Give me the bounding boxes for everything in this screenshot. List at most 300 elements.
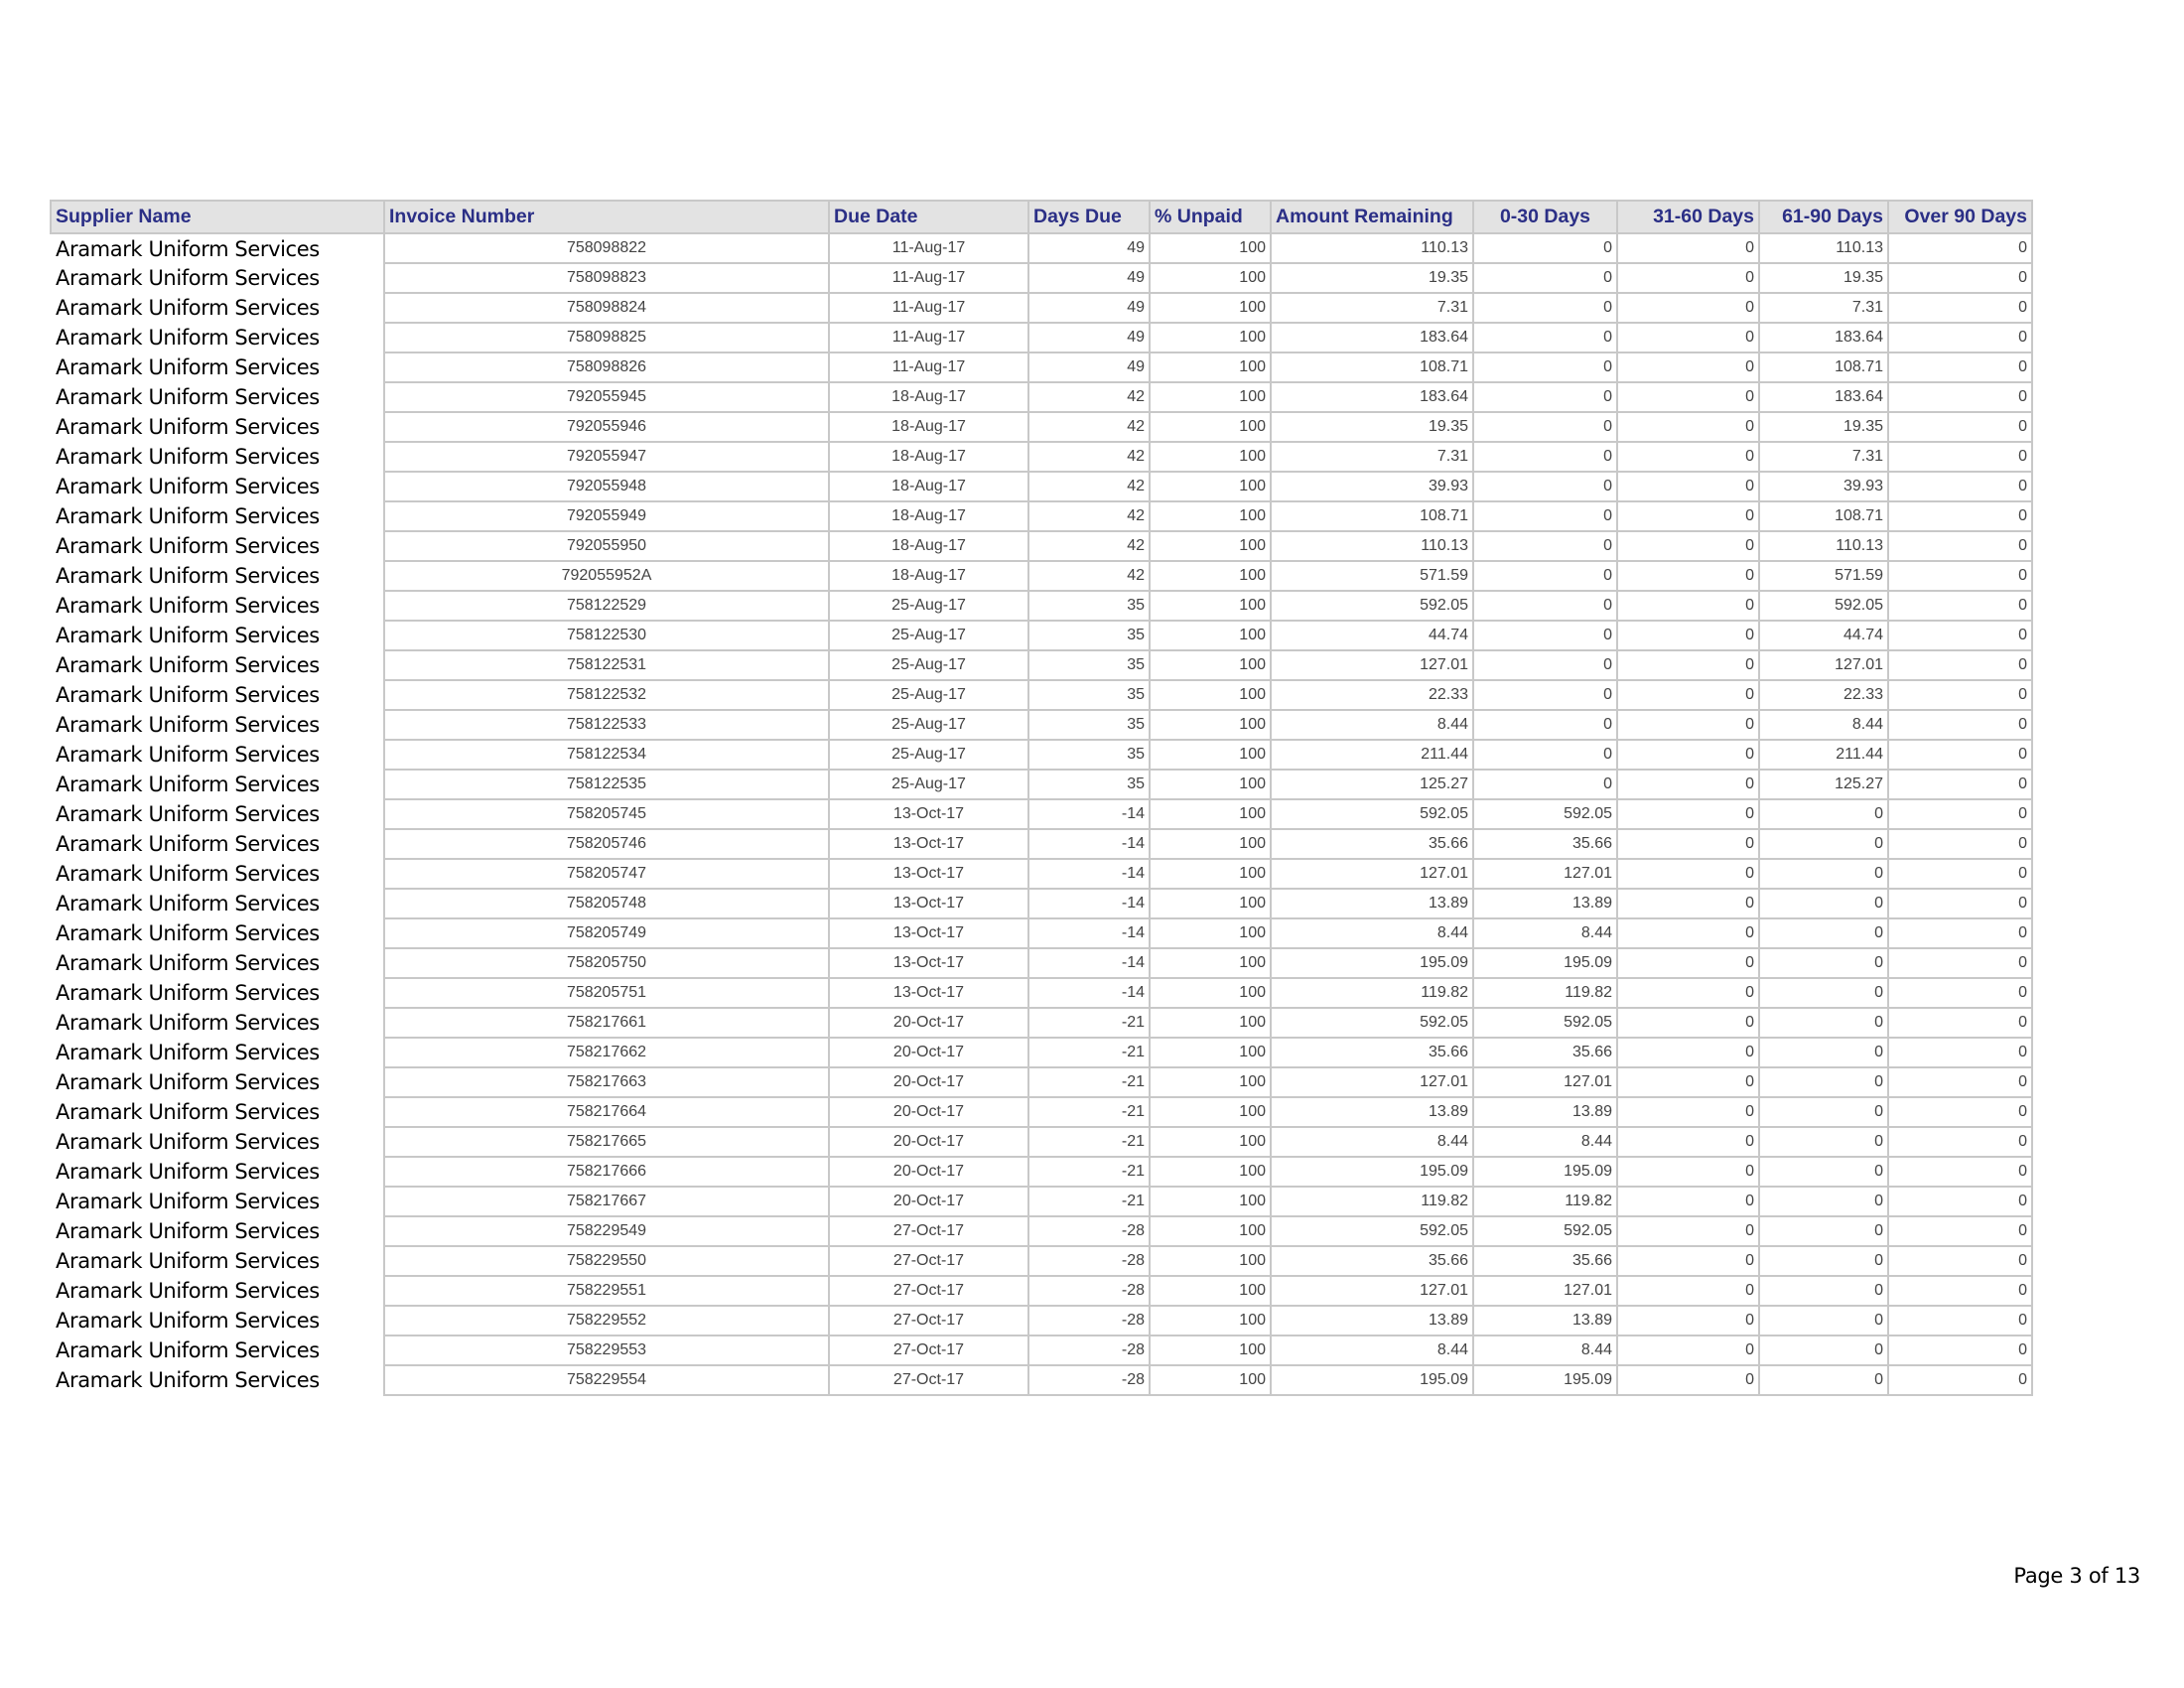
percent-unpaid-cell: 100 — [1150, 1306, 1271, 1336]
days-due-cell: 35 — [1028, 770, 1150, 799]
table-row — [51, 293, 2032, 323]
due-date-cell: 13-Oct-17 — [829, 859, 1028, 889]
due-date-cell: 18-Aug-17 — [829, 382, 1028, 412]
amount-remaining-cell: 592.05 — [1271, 1216, 1473, 1246]
days-due-cell: -28 — [1028, 1276, 1150, 1306]
supplier-name-cell: Aramark Uniform Services — [51, 591, 384, 621]
days-0-30-cell: 0 — [1473, 412, 1617, 442]
days-61-90-cell: 19.35 — [1759, 263, 1888, 293]
invoice-number-cell: 758122535 — [384, 770, 829, 799]
percent-unpaid-cell: 100 — [1150, 1008, 1271, 1038]
supplier-name-cell: Aramark Uniform Services — [51, 680, 384, 710]
amount-remaining-cell: 195.09 — [1271, 948, 1473, 978]
header-amount-remaining: Amount Remaining — [1271, 201, 1473, 233]
table-row — [51, 770, 2032, 799]
days-61-90-cell: 0 — [1759, 1157, 1888, 1187]
invoice-number-cell: 758098824 — [384, 293, 829, 323]
supplier-name-cell: Aramark Uniform Services — [51, 531, 384, 561]
days-61-90-cell: 0 — [1759, 1038, 1888, 1067]
due-date-cell: 25-Aug-17 — [829, 680, 1028, 710]
supplier-name-cell: Aramark Uniform Services — [51, 1127, 384, 1157]
percent-unpaid-cell: 100 — [1150, 233, 1271, 263]
days-0-30-cell: 0 — [1473, 382, 1617, 412]
days-31-60-cell: 0 — [1617, 1246, 1759, 1276]
invoice-number-cell: 792055946 — [384, 412, 829, 442]
amount-remaining-cell: 39.93 — [1271, 472, 1473, 501]
amount-remaining-cell: 183.64 — [1271, 382, 1473, 412]
supplier-name-cell: Aramark Uniform Services — [51, 382, 384, 412]
days-31-60-cell: 0 — [1617, 412, 1759, 442]
days-31-60-cell: 0 — [1617, 352, 1759, 382]
due-date-cell: 18-Aug-17 — [829, 472, 1028, 501]
days-due-cell: 35 — [1028, 621, 1150, 650]
days-over-90-cell: 0 — [1888, 1336, 2032, 1365]
percent-unpaid-cell: 100 — [1150, 1097, 1271, 1127]
days-over-90-cell: 0 — [1888, 948, 2032, 978]
header-percent-unpaid: % Unpaid — [1150, 201, 1271, 233]
days-0-30-cell: 127.01 — [1473, 1276, 1617, 1306]
days-over-90-cell: 0 — [1888, 1008, 2032, 1038]
days-31-60-cell: 0 — [1617, 1097, 1759, 1127]
percent-unpaid-cell: 100 — [1150, 859, 1271, 889]
percent-unpaid-cell: 100 — [1150, 948, 1271, 978]
days-over-90-cell: 0 — [1888, 740, 2032, 770]
days-61-90-cell: 0 — [1759, 1276, 1888, 1306]
table-row — [51, 948, 2032, 978]
supplier-name-cell: Aramark Uniform Services — [51, 1187, 384, 1216]
invoice-number-cell: 758229552 — [384, 1306, 829, 1336]
days-31-60-cell: 0 — [1617, 1276, 1759, 1306]
invoice-number-cell: 758229554 — [384, 1365, 829, 1395]
days-over-90-cell: 0 — [1888, 1276, 2032, 1306]
days-0-30-cell: 0 — [1473, 561, 1617, 591]
percent-unpaid-cell: 100 — [1150, 621, 1271, 650]
header-due-date: Due Date — [829, 201, 1028, 233]
days-0-30-cell: 13.89 — [1473, 1306, 1617, 1336]
percent-unpaid-cell: 100 — [1150, 829, 1271, 859]
amount-remaining-cell: 183.64 — [1271, 323, 1473, 352]
days-0-30-cell: 35.66 — [1473, 1038, 1617, 1067]
days-due-cell: -21 — [1028, 1157, 1150, 1187]
days-61-90-cell: 0 — [1759, 1246, 1888, 1276]
amount-remaining-cell: 592.05 — [1271, 591, 1473, 621]
days-over-90-cell: 0 — [1888, 442, 2032, 472]
days-31-60-cell: 0 — [1617, 501, 1759, 531]
days-31-60-cell: 0 — [1617, 740, 1759, 770]
supplier-name-cell: Aramark Uniform Services — [51, 978, 384, 1008]
table-row — [51, 1246, 2032, 1276]
days-31-60-cell: 0 — [1617, 1157, 1759, 1187]
days-due-cell: -14 — [1028, 948, 1150, 978]
percent-unpaid-cell: 100 — [1150, 1157, 1271, 1187]
percent-unpaid-cell: 100 — [1150, 710, 1271, 740]
invoice-number-cell: 758229549 — [384, 1216, 829, 1246]
invoice-number-cell: 758217661 — [384, 1008, 829, 1038]
table-row — [51, 1365, 2032, 1395]
days-over-90-cell: 0 — [1888, 680, 2032, 710]
amount-remaining-cell: 125.27 — [1271, 770, 1473, 799]
invoice-number-cell: 758098823 — [384, 263, 829, 293]
supplier-name-cell: Aramark Uniform Services — [51, 829, 384, 859]
days-31-60-cell: 0 — [1617, 323, 1759, 352]
header-over-90-days: Over 90 Days — [1888, 201, 2032, 233]
due-date-cell: 20-Oct-17 — [829, 1097, 1028, 1127]
table-row — [51, 1127, 2032, 1157]
days-0-30-cell: 8.44 — [1473, 918, 1617, 948]
days-0-30-cell: 592.05 — [1473, 1008, 1617, 1038]
supplier-name-cell: Aramark Uniform Services — [51, 650, 384, 680]
days-0-30-cell: 195.09 — [1473, 1157, 1617, 1187]
supplier-name-cell: Aramark Uniform Services — [51, 1276, 384, 1306]
days-0-30-cell: 592.05 — [1473, 1216, 1617, 1246]
percent-unpaid-cell: 100 — [1150, 591, 1271, 621]
days-due-cell: 42 — [1028, 561, 1150, 591]
invoice-number-cell: 758122529 — [384, 591, 829, 621]
invoice-number-cell: 758205751 — [384, 978, 829, 1008]
amount-remaining-cell: 19.35 — [1271, 263, 1473, 293]
supplier-name-cell: Aramark Uniform Services — [51, 1157, 384, 1187]
table-row — [51, 1008, 2032, 1038]
amount-remaining-cell: 8.44 — [1271, 918, 1473, 948]
days-due-cell: -21 — [1028, 1097, 1150, 1127]
days-61-90-cell: 7.31 — [1759, 293, 1888, 323]
table-row — [51, 650, 2032, 680]
amount-remaining-cell: 13.89 — [1271, 1306, 1473, 1336]
days-61-90-cell: 0 — [1759, 1306, 1888, 1336]
days-0-30-cell: 119.82 — [1473, 978, 1617, 1008]
table-row — [51, 1157, 2032, 1187]
supplier-name-cell: Aramark Uniform Services — [51, 1097, 384, 1127]
invoice-number-cell: 758098826 — [384, 352, 829, 382]
invoice-number-cell: 758205749 — [384, 918, 829, 948]
days-due-cell: -14 — [1028, 829, 1150, 859]
days-61-90-cell: 110.13 — [1759, 531, 1888, 561]
days-over-90-cell: 0 — [1888, 1187, 2032, 1216]
table-row — [51, 472, 2032, 501]
percent-unpaid-cell: 100 — [1150, 1067, 1271, 1097]
days-over-90-cell: 0 — [1888, 1216, 2032, 1246]
days-61-90-cell: 183.64 — [1759, 323, 1888, 352]
amount-remaining-cell: 8.44 — [1271, 1336, 1473, 1365]
amount-remaining-cell: 119.82 — [1271, 978, 1473, 1008]
days-over-90-cell: 0 — [1888, 323, 2032, 352]
days-61-90-cell: 108.71 — [1759, 352, 1888, 382]
amount-remaining-cell: 108.71 — [1271, 352, 1473, 382]
table-row — [51, 263, 2032, 293]
days-31-60-cell: 0 — [1617, 621, 1759, 650]
percent-unpaid-cell: 100 — [1150, 263, 1271, 293]
due-date-cell: 13-Oct-17 — [829, 948, 1028, 978]
amount-remaining-cell: 35.66 — [1271, 1246, 1473, 1276]
days-61-90-cell: 0 — [1759, 1187, 1888, 1216]
days-over-90-cell: 0 — [1888, 1365, 2032, 1395]
due-date-cell: 11-Aug-17 — [829, 352, 1028, 382]
days-due-cell: -28 — [1028, 1306, 1150, 1336]
invoice-number-cell: 758217666 — [384, 1157, 829, 1187]
days-due-cell: -14 — [1028, 859, 1150, 889]
invoice-number-cell: 758229550 — [384, 1246, 829, 1276]
supplier-name-cell: Aramark Uniform Services — [51, 1067, 384, 1097]
days-0-30-cell: 0 — [1473, 650, 1617, 680]
amount-remaining-cell: 571.59 — [1271, 561, 1473, 591]
days-over-90-cell: 0 — [1888, 710, 2032, 740]
amount-remaining-cell: 592.05 — [1271, 799, 1473, 829]
due-date-cell: 11-Aug-17 — [829, 233, 1028, 263]
days-31-60-cell: 0 — [1617, 770, 1759, 799]
table-body — [51, 233, 2032, 1395]
due-date-cell: 27-Oct-17 — [829, 1246, 1028, 1276]
amount-remaining-cell: 127.01 — [1271, 859, 1473, 889]
page-number: Page 3 of 13 — [2013, 1564, 2140, 1588]
days-61-90-cell: 0 — [1759, 1336, 1888, 1365]
days-61-90-cell: 110.13 — [1759, 233, 1888, 263]
days-31-60-cell: 0 — [1617, 442, 1759, 472]
percent-unpaid-cell: 100 — [1150, 1187, 1271, 1216]
due-date-cell: 27-Oct-17 — [829, 1365, 1028, 1395]
table-row — [51, 889, 2032, 918]
invoice-number-cell: 758205748 — [384, 889, 829, 918]
supplier-name-cell: Aramark Uniform Services — [51, 412, 384, 442]
percent-unpaid-cell: 100 — [1150, 472, 1271, 501]
table-row — [51, 442, 2032, 472]
due-date-cell: 11-Aug-17 — [829, 293, 1028, 323]
days-61-90-cell: 0 — [1759, 1216, 1888, 1246]
days-0-30-cell: 0 — [1473, 501, 1617, 531]
due-date-cell: 20-Oct-17 — [829, 1127, 1028, 1157]
days-31-60-cell: 0 — [1617, 233, 1759, 263]
due-date-cell: 27-Oct-17 — [829, 1306, 1028, 1336]
percent-unpaid-cell: 100 — [1150, 889, 1271, 918]
invoice-number-cell: 758217667 — [384, 1187, 829, 1216]
table-row — [51, 1067, 2032, 1097]
due-date-cell: 18-Aug-17 — [829, 501, 1028, 531]
days-over-90-cell: 0 — [1888, 263, 2032, 293]
invoice-number-cell: 758098825 — [384, 323, 829, 352]
days-0-30-cell: 119.82 — [1473, 1187, 1617, 1216]
days-over-90-cell: 0 — [1888, 918, 2032, 948]
percent-unpaid-cell: 100 — [1150, 1336, 1271, 1365]
amount-remaining-cell: 8.44 — [1271, 710, 1473, 740]
days-61-90-cell: 0 — [1759, 1365, 1888, 1395]
days-over-90-cell: 0 — [1888, 1246, 2032, 1276]
days-over-90-cell: 0 — [1888, 233, 2032, 263]
header-61-90-days: 61-90 Days — [1759, 201, 1888, 233]
invoice-number-cell: 758122534 — [384, 740, 829, 770]
supplier-name-cell: Aramark Uniform Services — [51, 263, 384, 293]
days-61-90-cell: 44.74 — [1759, 621, 1888, 650]
percent-unpaid-cell: 100 — [1150, 382, 1271, 412]
percent-unpaid-cell: 100 — [1150, 770, 1271, 799]
supplier-name-cell: Aramark Uniform Services — [51, 1246, 384, 1276]
table-row — [51, 323, 2032, 352]
days-due-cell: -21 — [1028, 1008, 1150, 1038]
days-0-30-cell: 0 — [1473, 710, 1617, 740]
days-61-90-cell: 0 — [1759, 859, 1888, 889]
days-over-90-cell: 0 — [1888, 978, 2032, 1008]
amount-remaining-cell: 195.09 — [1271, 1365, 1473, 1395]
invoice-number-cell: 758122530 — [384, 621, 829, 650]
due-date-cell: 25-Aug-17 — [829, 621, 1028, 650]
percent-unpaid-cell: 100 — [1150, 1216, 1271, 1246]
supplier-name-cell: Aramark Uniform Services — [51, 233, 384, 263]
header-invoice-number: Invoice Number — [384, 201, 829, 233]
amount-remaining-cell: 119.82 — [1271, 1187, 1473, 1216]
days-due-cell: -28 — [1028, 1365, 1150, 1395]
due-date-cell: 27-Oct-17 — [829, 1216, 1028, 1246]
days-due-cell: 42 — [1028, 382, 1150, 412]
percent-unpaid-cell: 100 — [1150, 293, 1271, 323]
days-0-30-cell: 8.44 — [1473, 1127, 1617, 1157]
supplier-name-cell: Aramark Uniform Services — [51, 442, 384, 472]
days-31-60-cell: 0 — [1617, 859, 1759, 889]
days-0-30-cell: 127.01 — [1473, 859, 1617, 889]
amount-remaining-cell: 13.89 — [1271, 889, 1473, 918]
days-over-90-cell: 0 — [1888, 1038, 2032, 1067]
days-61-90-cell: 39.93 — [1759, 472, 1888, 501]
days-31-60-cell: 0 — [1617, 948, 1759, 978]
supplier-name-cell: Aramark Uniform Services — [51, 621, 384, 650]
days-0-30-cell: 0 — [1473, 293, 1617, 323]
table-row — [51, 799, 2032, 829]
amount-remaining-cell: 195.09 — [1271, 1157, 1473, 1187]
days-0-30-cell: 0 — [1473, 263, 1617, 293]
amount-remaining-cell: 108.71 — [1271, 501, 1473, 531]
table-header-row — [51, 201, 2032, 233]
days-due-cell: 42 — [1028, 472, 1150, 501]
days-61-90-cell: 22.33 — [1759, 680, 1888, 710]
days-61-90-cell: 0 — [1759, 1097, 1888, 1127]
table-row — [51, 1216, 2032, 1246]
days-61-90-cell: 183.64 — [1759, 382, 1888, 412]
days-31-60-cell: 0 — [1617, 680, 1759, 710]
table-row — [51, 1306, 2032, 1336]
days-due-cell: -21 — [1028, 1187, 1150, 1216]
days-31-60-cell: 0 — [1617, 1038, 1759, 1067]
days-due-cell: 35 — [1028, 710, 1150, 740]
amount-remaining-cell: 22.33 — [1271, 680, 1473, 710]
days-31-60-cell: 0 — [1617, 799, 1759, 829]
aging-report-table — [50, 200, 2033, 1396]
days-over-90-cell: 0 — [1888, 591, 2032, 621]
due-date-cell: 20-Oct-17 — [829, 1067, 1028, 1097]
days-0-30-cell: 0 — [1473, 531, 1617, 561]
table-row — [51, 561, 2032, 591]
percent-unpaid-cell: 100 — [1150, 442, 1271, 472]
days-31-60-cell: 0 — [1617, 1008, 1759, 1038]
invoice-number-cell: 792055952A — [384, 561, 829, 591]
days-0-30-cell: 0 — [1473, 472, 1617, 501]
supplier-name-cell: Aramark Uniform Services — [51, 1365, 384, 1395]
due-date-cell: 27-Oct-17 — [829, 1276, 1028, 1306]
days-61-90-cell: 8.44 — [1759, 710, 1888, 740]
amount-remaining-cell: 19.35 — [1271, 412, 1473, 442]
table-row — [51, 710, 2032, 740]
days-over-90-cell: 0 — [1888, 501, 2032, 531]
days-61-90-cell: 0 — [1759, 889, 1888, 918]
table-row — [51, 829, 2032, 859]
table-row — [51, 978, 2032, 1008]
invoice-number-cell: 758217665 — [384, 1127, 829, 1157]
table-row — [51, 501, 2032, 531]
amount-remaining-cell: 44.74 — [1271, 621, 1473, 650]
due-date-cell: 25-Aug-17 — [829, 740, 1028, 770]
due-date-cell: 25-Aug-17 — [829, 650, 1028, 680]
amount-remaining-cell: 35.66 — [1271, 1038, 1473, 1067]
table-row — [51, 1187, 2032, 1216]
due-date-cell: 20-Oct-17 — [829, 1038, 1028, 1067]
supplier-name-cell: Aramark Uniform Services — [51, 889, 384, 918]
days-over-90-cell: 0 — [1888, 770, 2032, 799]
table-row — [51, 352, 2032, 382]
days-0-30-cell: 0 — [1473, 323, 1617, 352]
due-date-cell: 13-Oct-17 — [829, 829, 1028, 859]
days-61-90-cell: 0 — [1759, 918, 1888, 948]
percent-unpaid-cell: 100 — [1150, 1365, 1271, 1395]
percent-unpaid-cell: 100 — [1150, 978, 1271, 1008]
days-over-90-cell: 0 — [1888, 352, 2032, 382]
days-due-cell: -21 — [1028, 1127, 1150, 1157]
due-date-cell: 20-Oct-17 — [829, 1157, 1028, 1187]
table-row — [51, 740, 2032, 770]
days-due-cell: -21 — [1028, 1067, 1150, 1097]
days-due-cell: -14 — [1028, 918, 1150, 948]
days-31-60-cell: 0 — [1617, 650, 1759, 680]
percent-unpaid-cell: 100 — [1150, 1127, 1271, 1157]
days-61-90-cell: 0 — [1759, 1127, 1888, 1157]
supplier-name-cell: Aramark Uniform Services — [51, 561, 384, 591]
days-0-30-cell: 195.09 — [1473, 948, 1617, 978]
days-due-cell: 49 — [1028, 233, 1150, 263]
due-date-cell: 25-Aug-17 — [829, 591, 1028, 621]
days-over-90-cell: 0 — [1888, 293, 2032, 323]
days-over-90-cell: 0 — [1888, 859, 2032, 889]
days-due-cell: 42 — [1028, 501, 1150, 531]
days-31-60-cell: 0 — [1617, 591, 1759, 621]
amount-remaining-cell: 592.05 — [1271, 1008, 1473, 1038]
days-due-cell: 49 — [1028, 352, 1150, 382]
due-date-cell: 25-Aug-17 — [829, 770, 1028, 799]
days-due-cell: -21 — [1028, 1038, 1150, 1067]
days-0-30-cell: 0 — [1473, 591, 1617, 621]
table-row — [51, 591, 2032, 621]
days-31-60-cell: 0 — [1617, 978, 1759, 1008]
percent-unpaid-cell: 100 — [1150, 1246, 1271, 1276]
supplier-name-cell: Aramark Uniform Services — [51, 710, 384, 740]
table-row — [51, 859, 2032, 889]
days-0-30-cell: 0 — [1473, 740, 1617, 770]
days-31-60-cell: 0 — [1617, 1216, 1759, 1246]
percent-unpaid-cell: 100 — [1150, 680, 1271, 710]
days-over-90-cell: 0 — [1888, 799, 2032, 829]
supplier-name-cell: Aramark Uniform Services — [51, 859, 384, 889]
days-due-cell: 49 — [1028, 293, 1150, 323]
days-due-cell: -14 — [1028, 978, 1150, 1008]
days-0-30-cell: 0 — [1473, 352, 1617, 382]
due-date-cell: 20-Oct-17 — [829, 1187, 1028, 1216]
days-due-cell: -28 — [1028, 1246, 1150, 1276]
days-0-30-cell: 0 — [1473, 770, 1617, 799]
invoice-number-cell: 792055947 — [384, 442, 829, 472]
due-date-cell: 27-Oct-17 — [829, 1336, 1028, 1365]
days-31-60-cell: 0 — [1617, 1067, 1759, 1097]
amount-remaining-cell: 127.01 — [1271, 1276, 1473, 1306]
table-row — [51, 412, 2032, 442]
days-over-90-cell: 0 — [1888, 829, 2032, 859]
days-0-30-cell: 127.01 — [1473, 1067, 1617, 1097]
days-61-90-cell: 127.01 — [1759, 650, 1888, 680]
supplier-name-cell: Aramark Uniform Services — [51, 948, 384, 978]
header-31-60-days: 31-60 Days — [1617, 201, 1759, 233]
